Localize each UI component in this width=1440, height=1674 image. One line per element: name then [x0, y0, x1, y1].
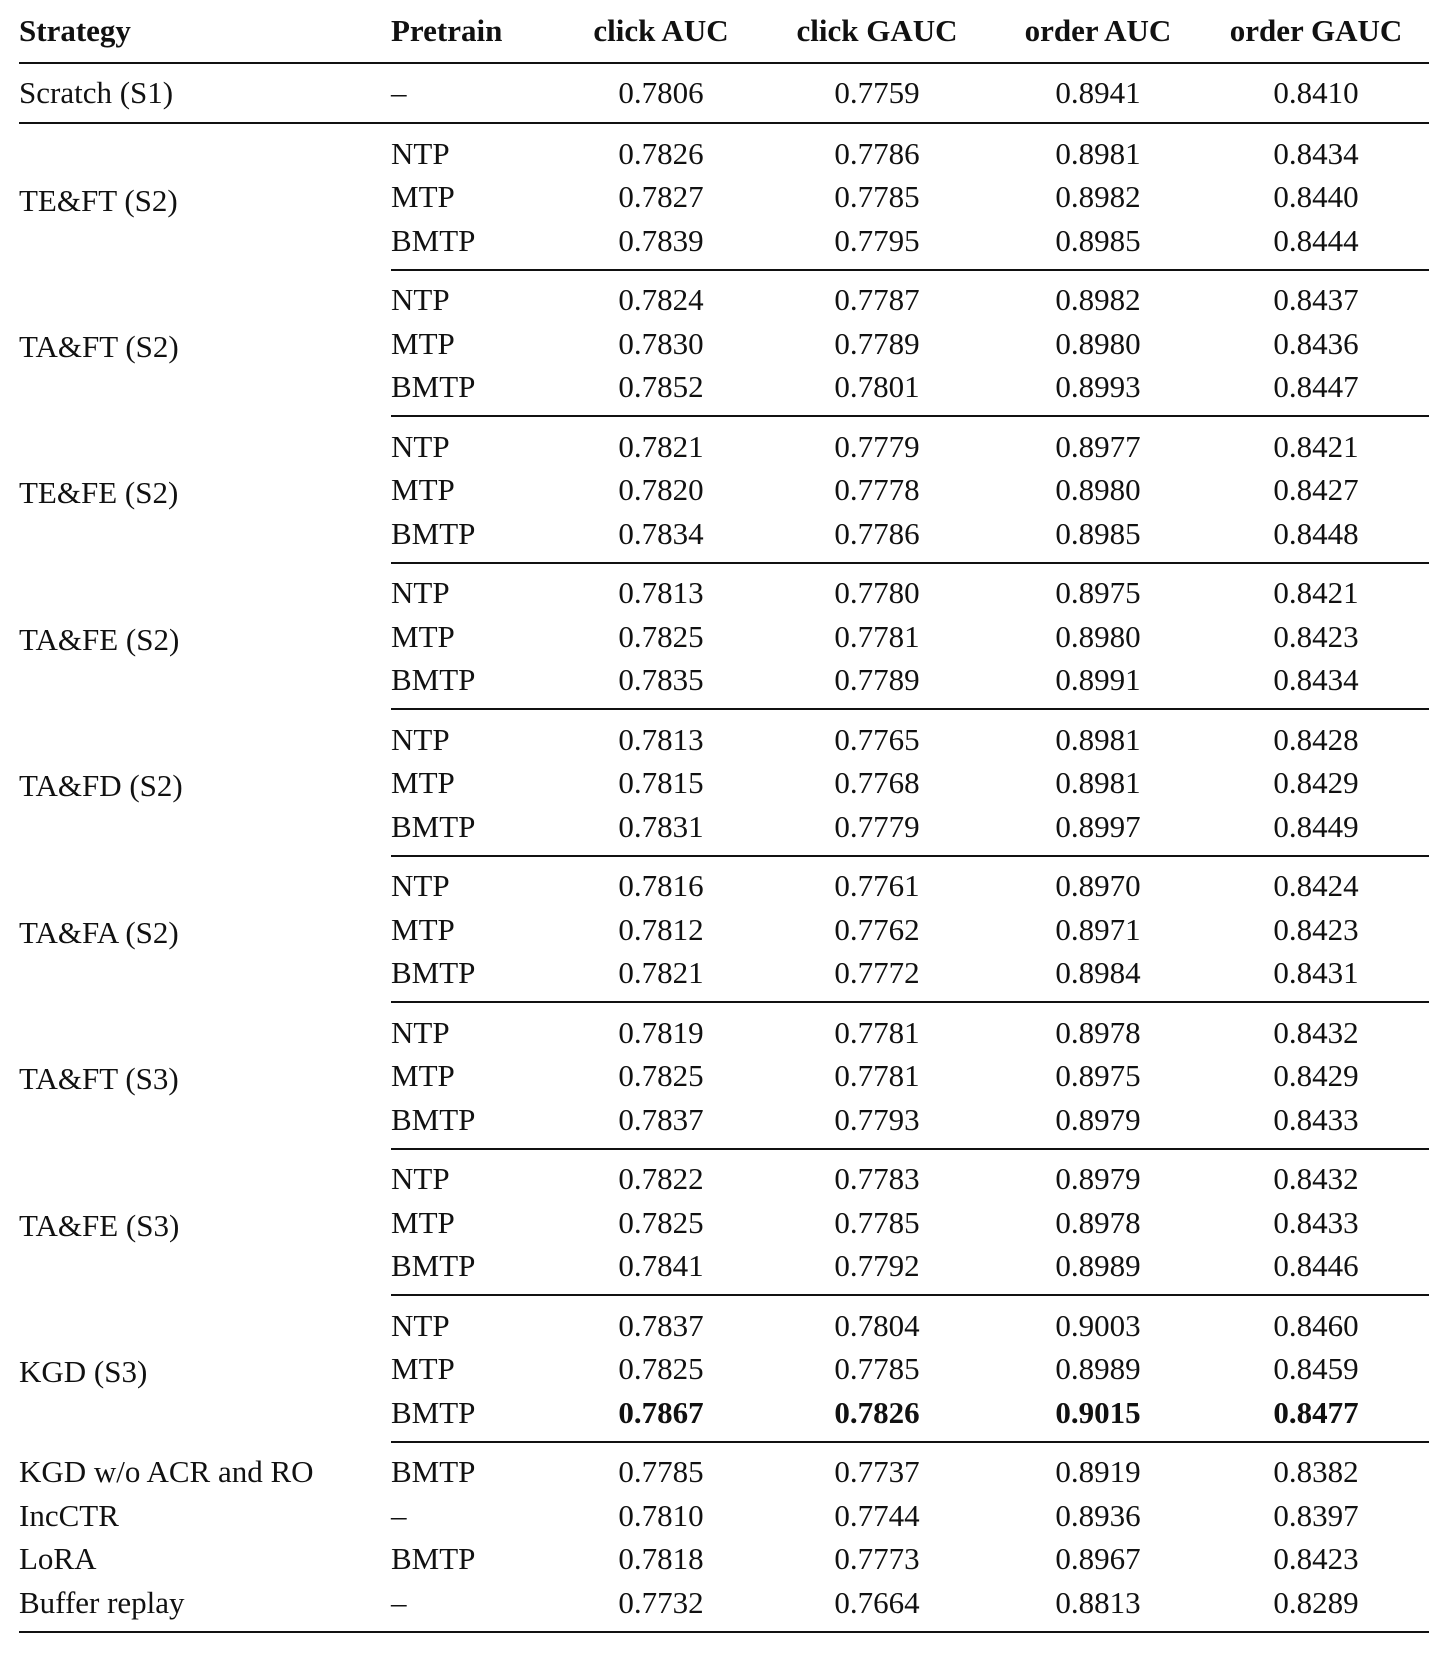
click-gauc-cell: 0.7762 [834, 911, 920, 947]
order-auc-cell: 0.8985 [993, 512, 1203, 563]
click-gauc-cell: 0.7779 [761, 805, 993, 856]
pretrain-cell: MTP [391, 1351, 455, 1387]
order-gauc-cell: 0.8432 [1273, 1161, 1359, 1197]
order-auc-cell: 0.8936 [1055, 1497, 1141, 1533]
pretrain-cell: BMTP [391, 1541, 476, 1577]
click-gauc-cell: 0.7780 [834, 575, 920, 611]
pretrain-cell: MTP [391, 472, 455, 508]
pretrain-cell: MTP [391, 179, 455, 215]
order-gauc-cell: 0.8433 [1273, 1204, 1359, 1240]
click-auc-cell: 0.7824 [618, 282, 704, 318]
table-row [19, 123, 1429, 176]
order-gauc-cell: 0.8440 [1273, 179, 1359, 215]
table-row [19, 416, 1429, 469]
header-row [19, 0, 1429, 63]
table-row [19, 856, 1429, 909]
pretrain-cell: – [391, 1497, 407, 1533]
table-row [19, 1581, 1429, 1632]
table-row [19, 1494, 1429, 1538]
order-auc-cell: 0.8941 [993, 63, 1203, 123]
click-gauc-cell: 0.7786 [761, 512, 993, 563]
strategy-cell: LoRA [19, 1541, 97, 1577]
strategy-group [19, 1002, 1429, 1149]
click-auc-cell: 0.7825 [618, 1351, 704, 1387]
order-auc-cell: 0.8967 [1055, 1541, 1141, 1577]
click-auc-cell: 0.7732 [561, 1581, 761, 1632]
order-gauc-cell: 0.8449 [1203, 805, 1429, 856]
order-gauc-cell: 0.8432 [1273, 1014, 1359, 1050]
click-gauc-cell: 0.7761 [834, 868, 920, 904]
header-click-gauc: click GAUC [761, 0, 993, 63]
order-gauc-cell: 0.8423 [1273, 1541, 1359, 1577]
pretrain-cell: BMTP [391, 1454, 476, 1490]
order-gauc-cell: 0.8289 [1203, 1581, 1429, 1632]
strategy-cell: TA&FA (S2) [19, 914, 179, 950]
strategy-cell: TA&FT (S3) [19, 1061, 179, 1097]
order-auc-cell: 0.9003 [1055, 1307, 1141, 1343]
strategy-group [19, 856, 1429, 1003]
pretrain-cell: NTP [391, 282, 450, 318]
order-gauc-cell: 0.8434 [1203, 659, 1429, 710]
order-auc-cell: 0.8975 [1055, 575, 1141, 611]
strategy-group [19, 270, 1429, 417]
pretrain-cell: NTP [391, 575, 450, 611]
click-gauc-cell: 0.7773 [834, 1541, 920, 1577]
order-gauc-cell: 0.8424 [1273, 868, 1359, 904]
results-table [19, 0, 1429, 1633]
order-auc-cell: 0.8978 [1055, 1204, 1141, 1240]
click-gauc-cell: 0.7785 [834, 1351, 920, 1387]
table-header [19, 0, 1429, 63]
pretrain-cell: BMTP [391, 659, 561, 710]
table-row [19, 1149, 1429, 1202]
click-gauc-cell: 0.7781 [834, 618, 920, 654]
strategy-group [19, 416, 1429, 563]
pretrain-cell: BMTP [391, 219, 561, 270]
click-auc-cell: 0.7841 [561, 1245, 761, 1296]
click-auc-cell: 0.7825 [618, 1058, 704, 1094]
strategy-cell: KGD w/o ACR and RO [19, 1453, 314, 1489]
pretrain-cell: NTP [391, 1161, 450, 1197]
pretrain-cell: – [391, 1581, 561, 1632]
pretrain-cell: – [391, 63, 561, 123]
click-auc-cell: 0.7806 [561, 63, 761, 123]
order-gauc-cell: 0.8382 [1273, 1454, 1359, 1490]
order-auc-cell: 0.8989 [1055, 1351, 1141, 1387]
click-auc-cell: 0.7821 [561, 952, 761, 1003]
strategy-cell: TE&FT (S2) [19, 182, 178, 218]
order-auc-cell: 0.8991 [993, 659, 1203, 710]
order-auc-cell: 0.8984 [993, 952, 1203, 1003]
order-auc-cell: 0.8979 [993, 1098, 1203, 1149]
order-gauc-cell: 0.8410 [1203, 63, 1429, 123]
strategy-cell: IncCTR [19, 1497, 119, 1533]
pretrain-cell: MTP [391, 1058, 455, 1094]
order-auc-cell: 0.8971 [1055, 911, 1141, 947]
click-auc-cell: 0.7837 [618, 1307, 704, 1343]
pretrain-cell: BMTP [391, 1245, 561, 1296]
order-gauc-cell: 0.8447 [1203, 366, 1429, 417]
click-auc-cell: 0.7812 [618, 911, 704, 947]
click-gauc-cell: 0.7765 [834, 721, 920, 757]
header-click-auc: click AUC [561, 0, 761, 63]
pretrain-cell: BMTP [391, 512, 561, 563]
click-auc-cell: 0.7835 [561, 659, 761, 710]
pretrain-cell: NTP [391, 721, 450, 757]
pretrain-cell: NTP [391, 868, 450, 904]
pretrain-cell: BMTP [391, 805, 561, 856]
table-row [19, 563, 1429, 616]
click-auc-cell: 0.7810 [618, 1497, 704, 1533]
click-gauc-cell: 0.7759 [761, 63, 993, 123]
click-gauc-cell: 0.7772 [761, 952, 993, 1003]
order-gauc-cell: 0.8423 [1273, 618, 1359, 654]
table-row [19, 1538, 1429, 1582]
order-auc-cell: 0.8813 [993, 1581, 1203, 1632]
order-auc-cell: 0.8989 [993, 1245, 1203, 1296]
order-auc-cell: 0.8982 [1055, 179, 1141, 215]
table-row [19, 63, 1429, 123]
order-gauc-cell: 0.8421 [1273, 428, 1359, 464]
header-order-gauc: order GAUC [1203, 0, 1429, 63]
click-auc-cell: 0.7825 [618, 1204, 704, 1240]
table-row [19, 1295, 1429, 1348]
order-gauc-cell: 0.8431 [1203, 952, 1429, 1003]
pretrain-cell: MTP [391, 618, 455, 654]
click-gauc-cell: 0.7664 [761, 1581, 993, 1632]
click-auc-cell: 0.7825 [618, 618, 704, 654]
click-gauc-cell: 0.7785 [834, 1204, 920, 1240]
order-auc-cell: 0.8978 [1055, 1014, 1141, 1050]
order-gauc-cell: 0.8427 [1273, 472, 1359, 508]
click-auc-cell: 0.7837 [561, 1098, 761, 1149]
order-gauc-cell: 0.8448 [1203, 512, 1429, 563]
click-auc-cell: 0.7826 [618, 135, 704, 171]
click-gauc-cell: 0.7801 [761, 366, 993, 417]
click-auc-cell: 0.7815 [618, 765, 704, 801]
click-gauc-cell: 0.7787 [834, 282, 920, 318]
click-auc-cell: 0.7839 [561, 219, 761, 270]
pretrain-cell: BMTP [391, 1391, 561, 1442]
order-auc-cell: 0.8919 [1055, 1454, 1141, 1490]
order-auc-cell: 0.8985 [993, 219, 1203, 270]
click-gauc-cell: 0.7779 [834, 428, 920, 464]
order-auc-cell: 0.8975 [1055, 1058, 1141, 1094]
order-gauc-cell: 0.8429 [1273, 1058, 1359, 1094]
pretrain-cell: BMTP [391, 366, 561, 417]
click-auc-cell: 0.7818 [618, 1541, 704, 1577]
order-gauc-cell: 0.8446 [1203, 1245, 1429, 1296]
click-gauc-cell: 0.7785 [834, 179, 920, 215]
click-auc-cell: 0.7813 [618, 721, 704, 757]
click-gauc-cell: 0.7793 [761, 1098, 993, 1149]
order-auc-cell: 0.8980 [1055, 618, 1141, 654]
strategy-cell: TE&FE (S2) [19, 475, 179, 511]
table-row [19, 1442, 1429, 1495]
order-gauc-cell: 0.8421 [1273, 575, 1359, 611]
pretrain-cell: MTP [391, 1204, 455, 1240]
click-auc-cell: 0.7820 [618, 472, 704, 508]
pretrain-cell: BMTP [391, 1098, 561, 1149]
click-auc-cell: 0.7834 [561, 512, 761, 563]
strategy-group [19, 1149, 1429, 1296]
strategy-group [19, 563, 1429, 710]
strategy-cell: TA&FT (S2) [19, 328, 179, 364]
order-auc-cell: 0.9015 [993, 1391, 1203, 1442]
table-row [19, 709, 1429, 762]
pretrain-cell: NTP [391, 1307, 450, 1343]
baselines-section [19, 1442, 1429, 1632]
order-auc-cell: 0.8970 [1055, 868, 1141, 904]
click-gauc-cell: 0.7781 [834, 1014, 920, 1050]
pretrain-cell: BMTP [391, 952, 561, 1003]
pretrain-cell: NTP [391, 1014, 450, 1050]
table-row [19, 270, 1429, 323]
order-gauc-cell: 0.8429 [1273, 765, 1359, 801]
pretrain-cell: NTP [391, 135, 450, 171]
header-strategy: Strategy [19, 0, 391, 63]
header-order-auc: order AUC [993, 0, 1203, 63]
strategy-cell: Scratch (S1) [19, 63, 391, 123]
click-gauc-cell: 0.7795 [761, 219, 993, 270]
order-auc-cell: 0.8981 [1055, 135, 1141, 171]
order-gauc-cell: 0.8397 [1273, 1497, 1359, 1533]
click-gauc-cell: 0.7804 [834, 1307, 920, 1343]
order-gauc-cell: 0.8459 [1273, 1351, 1359, 1387]
order-gauc-cell: 0.8434 [1273, 135, 1359, 171]
click-gauc-cell: 0.7781 [834, 1058, 920, 1094]
order-gauc-cell: 0.8423 [1273, 911, 1359, 947]
order-auc-cell: 0.8993 [993, 366, 1203, 417]
click-gauc-cell: 0.7786 [834, 135, 920, 171]
order-gauc-cell: 0.8436 [1273, 325, 1359, 361]
pretrain-cell: MTP [391, 765, 455, 801]
order-auc-cell: 0.8980 [1055, 325, 1141, 361]
order-gauc-cell: 0.8477 [1203, 1391, 1429, 1442]
click-auc-cell: 0.7821 [618, 428, 704, 464]
scratch-section [19, 63, 1429, 123]
strategy-group [19, 709, 1429, 856]
click-gauc-cell: 0.7768 [834, 765, 920, 801]
order-auc-cell: 0.8980 [1055, 472, 1141, 508]
pretrain-cell: MTP [391, 325, 455, 361]
click-auc-cell: 0.7852 [561, 366, 761, 417]
order-gauc-cell: 0.8444 [1203, 219, 1429, 270]
order-auc-cell: 0.8997 [993, 805, 1203, 856]
order-auc-cell: 0.8981 [1055, 721, 1141, 757]
click-gauc-cell: 0.7778 [834, 472, 920, 508]
order-gauc-cell: 0.8433 [1203, 1098, 1429, 1149]
results-table-container [19, 0, 1429, 1633]
order-auc-cell: 0.8981 [1055, 765, 1141, 801]
pretrain-cell: MTP [391, 911, 455, 947]
click-gauc-cell: 0.7789 [834, 325, 920, 361]
click-auc-cell: 0.7827 [618, 179, 704, 215]
click-auc-cell: 0.7867 [561, 1391, 761, 1442]
strategy-cell: KGD (S3) [19, 1354, 148, 1390]
order-auc-cell: 0.8982 [1055, 282, 1141, 318]
click-gauc-cell: 0.7737 [834, 1454, 920, 1490]
strategy-group [19, 123, 1429, 270]
strategy-cell: Buffer replay [19, 1581, 391, 1632]
strategy-group [19, 1295, 1429, 1442]
strategy-cell: TA&FD (S2) [19, 768, 183, 804]
pretrain-cell: NTP [391, 428, 450, 464]
click-gauc-cell: 0.7783 [834, 1161, 920, 1197]
table-row [19, 1002, 1429, 1055]
click-gauc-cell: 0.7789 [761, 659, 993, 710]
click-auc-cell: 0.7785 [618, 1454, 704, 1490]
order-gauc-cell: 0.8437 [1273, 282, 1359, 318]
click-auc-cell: 0.7819 [618, 1014, 704, 1050]
order-auc-cell: 0.8979 [1055, 1161, 1141, 1197]
click-gauc-cell: 0.7826 [761, 1391, 993, 1442]
order-auc-cell: 0.8977 [1055, 428, 1141, 464]
click-auc-cell: 0.7813 [618, 575, 704, 611]
strategy-cell: TA&FE (S3) [19, 1207, 180, 1243]
order-gauc-cell: 0.8460 [1273, 1307, 1359, 1343]
order-gauc-cell: 0.8428 [1273, 721, 1359, 757]
click-auc-cell: 0.7816 [618, 868, 704, 904]
click-auc-cell: 0.7830 [618, 325, 704, 361]
click-auc-cell: 0.7831 [561, 805, 761, 856]
click-auc-cell: 0.7822 [618, 1161, 704, 1197]
click-gauc-cell: 0.7792 [761, 1245, 993, 1296]
strategy-cell: TA&FE (S2) [19, 621, 180, 657]
header-pretrain: Pretrain [391, 0, 561, 63]
click-gauc-cell: 0.7744 [834, 1497, 920, 1533]
